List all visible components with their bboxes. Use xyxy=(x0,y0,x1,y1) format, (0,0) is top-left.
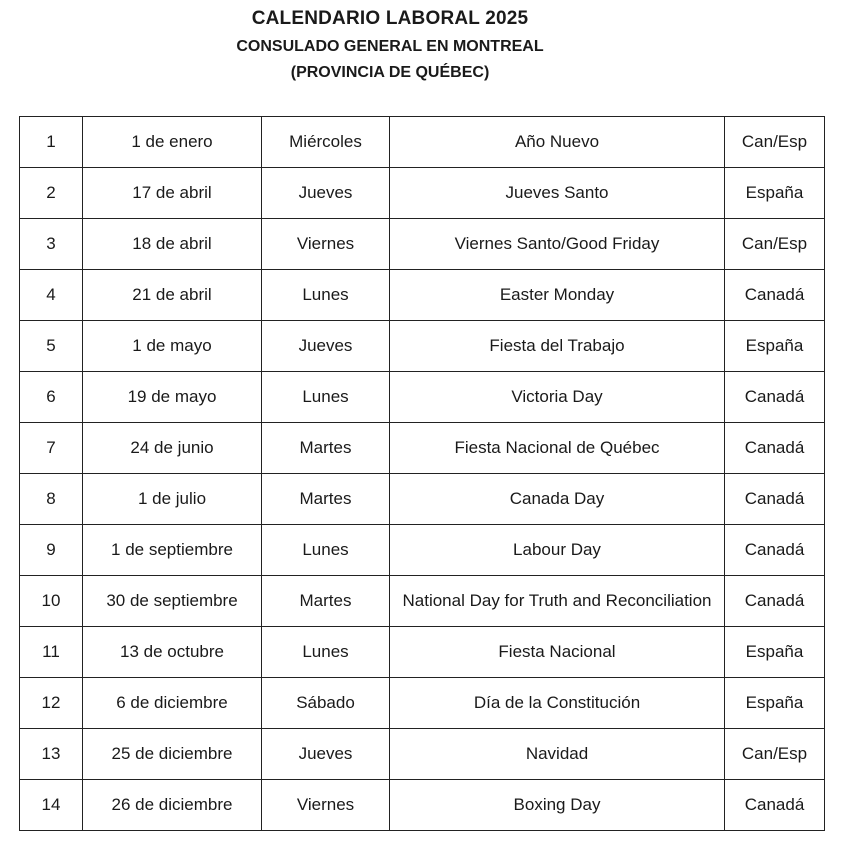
table-row xyxy=(20,474,825,525)
table-row xyxy=(20,219,825,270)
holiday-date: 19 de mayo xyxy=(83,372,262,423)
table-row xyxy=(20,423,825,474)
table-row xyxy=(20,627,825,678)
holiday-date: 1 de septiembre xyxy=(83,525,262,576)
holiday-date: 13 de octubre xyxy=(83,627,262,678)
holiday-date: 17 de abril xyxy=(83,168,262,219)
table-row xyxy=(20,168,825,219)
country: Can/Esp xyxy=(725,219,825,270)
weekday: Lunes xyxy=(262,627,390,678)
holiday-name: Viernes Santo/Good Friday xyxy=(390,219,725,270)
holiday-name: Labour Day xyxy=(390,525,725,576)
country: España xyxy=(725,678,825,729)
page-subtitle: CONSULADO GENERAL EN MONTREAL xyxy=(236,38,544,55)
holiday-name: Victoria Day xyxy=(390,372,725,423)
holiday-date: 6 de diciembre xyxy=(83,678,262,729)
row-number: 1 xyxy=(20,117,83,168)
weekday: Viernes xyxy=(262,219,390,270)
holiday-date: 30 de septiembre xyxy=(83,576,262,627)
holiday-date: 26 de diciembre xyxy=(83,780,262,831)
weekday: Sábado xyxy=(262,678,390,729)
country: España xyxy=(725,627,825,678)
row-number: 7 xyxy=(20,423,83,474)
country: Canadá xyxy=(725,270,825,321)
weekday: Martes xyxy=(262,474,390,525)
country: Canadá xyxy=(725,525,825,576)
row-number: 6 xyxy=(20,372,83,423)
row-number: 12 xyxy=(20,678,83,729)
holiday-date: 25 de diciembre xyxy=(83,729,262,780)
table-row xyxy=(20,321,825,372)
weekday: Lunes xyxy=(262,372,390,423)
holiday-name: Año Nuevo xyxy=(390,117,725,168)
holiday-table xyxy=(19,116,825,831)
row-number: 8 xyxy=(20,474,83,525)
holiday-name: Easter Monday xyxy=(390,270,725,321)
holiday-name: Navidad xyxy=(390,729,725,780)
country: Can/Esp xyxy=(725,729,825,780)
weekday: Jueves xyxy=(262,321,390,372)
row-number: 14 xyxy=(20,780,83,831)
country: Canadá xyxy=(725,474,825,525)
table-row xyxy=(20,117,825,168)
weekday: Martes xyxy=(262,576,390,627)
holiday-name: Fiesta Nacional xyxy=(390,627,725,678)
country: Canadá xyxy=(725,576,825,627)
row-number: 9 xyxy=(20,525,83,576)
table-row xyxy=(20,372,825,423)
holiday-table-body xyxy=(20,117,825,831)
row-number: 3 xyxy=(20,219,83,270)
country: Canadá xyxy=(725,423,825,474)
holiday-name: Boxing Day xyxy=(390,780,725,831)
holiday-date: 1 de enero xyxy=(83,117,262,168)
holiday-name: Canada Day xyxy=(390,474,725,525)
weekday: Viernes xyxy=(262,780,390,831)
table-row xyxy=(20,729,825,780)
holiday-date: 1 de mayo xyxy=(83,321,262,372)
holiday-name: Fiesta del Trabajo xyxy=(390,321,725,372)
holiday-date: 21 de abril xyxy=(83,270,262,321)
holiday-date: 18 de abril xyxy=(83,219,262,270)
table-row xyxy=(20,270,825,321)
page-title: CALENDARIO LABORAL 2025 xyxy=(251,8,529,29)
row-number: 4 xyxy=(20,270,83,321)
page-subtitle-province: (PROVINCIA DE QUÉBEC) xyxy=(290,64,490,81)
country: España xyxy=(725,321,825,372)
country: Can/Esp xyxy=(725,117,825,168)
table-row xyxy=(20,576,825,627)
weekday: Jueves xyxy=(262,168,390,219)
row-number: 13 xyxy=(20,729,83,780)
weekday: Jueves xyxy=(262,729,390,780)
weekday: Martes xyxy=(262,423,390,474)
holiday-date: 1 de julio xyxy=(83,474,262,525)
row-number: 2 xyxy=(20,168,83,219)
holiday-name: Día de la Constitución xyxy=(390,678,725,729)
holiday-name: National Day for Truth and Reconciliation xyxy=(390,576,725,627)
country: Canadá xyxy=(725,780,825,831)
table-row xyxy=(20,678,825,729)
row-number: 10 xyxy=(20,576,83,627)
weekday: Miércoles xyxy=(262,117,390,168)
country: Canadá xyxy=(725,372,825,423)
holiday-name: Fiesta Nacional de Québec xyxy=(390,423,725,474)
weekday: Lunes xyxy=(262,525,390,576)
table-row xyxy=(20,525,825,576)
weekday: Lunes xyxy=(262,270,390,321)
row-number: 5 xyxy=(20,321,83,372)
table-row xyxy=(20,780,825,831)
country: España xyxy=(725,168,825,219)
row-number: 11 xyxy=(20,627,83,678)
holiday-date: 24 de junio xyxy=(83,423,262,474)
holiday-name: Jueves Santo xyxy=(390,168,725,219)
